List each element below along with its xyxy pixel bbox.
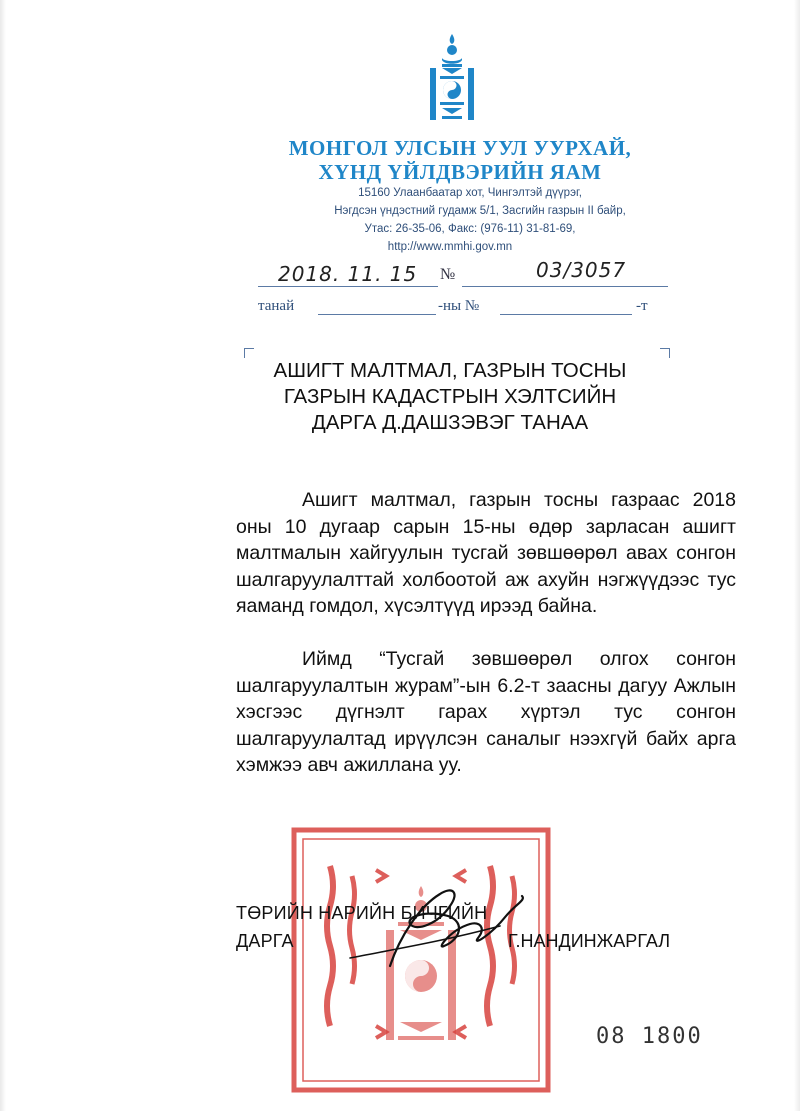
address-corner-right: [660, 348, 670, 358]
your-date-underline: [318, 314, 436, 315]
scan-edge-right: [794, 0, 800, 1111]
address-line3: Утас: 26-35-06, Факс: (976-11) 31-81-69,: [364, 223, 576, 235]
letter-number: 03/3057: [536, 258, 627, 282]
address-corner-left: [244, 348, 254, 358]
your-number-underline: [500, 314, 632, 315]
recipient-line1: АШИГТ МАЛТМАЛ, ГАЗРЫН ТОСНЫ: [273, 359, 627, 382]
your-ref-suffix: -т: [636, 298, 648, 314]
signer-title-line1: ТӨРИЙН НАРИЙН БИЧГИЙН: [236, 903, 488, 923]
your-ref-prefix: танай: [258, 298, 295, 314]
received-stamp-number: 08 1800: [596, 1024, 703, 1049]
date-underline: [258, 286, 438, 287]
signer-name: Г.НАНДИНЖАРГАЛ: [508, 931, 671, 951]
paragraph-text: Ашигт малтмал, газрын тосны газраас 2018 оны 10 дугаар сарын 15-ны өдөр зарласан ашигт малтмалын хайгуулын тусгай зөвшөөрөл авах сонгон шалгаруулалттай холбоотой аж ахуйн нэгжүүдээс тус яаманд гомдол, хүсэлтүүд ирээд байна.: [236, 489, 736, 617]
ministry-name-line2: ХҮНД ҮЙЛДВЭРИЙН ЯАМ: [318, 160, 602, 184]
number-label: №: [440, 266, 456, 283]
signature-image: [330, 866, 530, 986]
body-paragraph-1: [236, 487, 736, 620]
website-link[interactable]: http://www.mmhi.gov.mn: [387, 241, 513, 253]
recipient-line3: ДАРГА Д.ДАШЗЭВЭГ ТАНАА: [311, 411, 589, 434]
ministry-name-line1: МОНГОЛ УЛСЫН УУЛ УУРХАЙ,: [288, 136, 632, 160]
body-paragraph-2: [236, 646, 736, 779]
address-line1: 15160 Улаанбаатар хот, Чингэлтэй дүүрэг,: [358, 187, 582, 199]
letter-date: 2018. 11. 15: [278, 262, 418, 286]
recipient-line2: ГАЗРЫН КАДАСТРЫН ХЭЛТСИЙН: [283, 385, 617, 408]
address-line2: Нэгдсэн үндэстний гудамж 5/1, Засгийн газрын II байр,: [334, 205, 626, 217]
number-underline: [462, 286, 668, 287]
signer-title-line2: ДАРГА: [236, 931, 294, 951]
soyombo-emblem-icon: [428, 32, 476, 124]
paragraph-text: Иймд “Тусгай зөвшөөрөл олгох сонгон шалгаруулалтын журам”-ын 6.2-т заасны дагуу Ажлын хэсгээс дүгнэлт гарах хүртэл тус сонгон шалгаруулалтад ирүүлсэн саналыг нээхгүй байх арга хэмжээ авч ажиллана уу.: [236, 648, 736, 776]
your-ref-mid: -ны №: [438, 298, 480, 314]
scan-edge-left: [0, 0, 6, 1111]
